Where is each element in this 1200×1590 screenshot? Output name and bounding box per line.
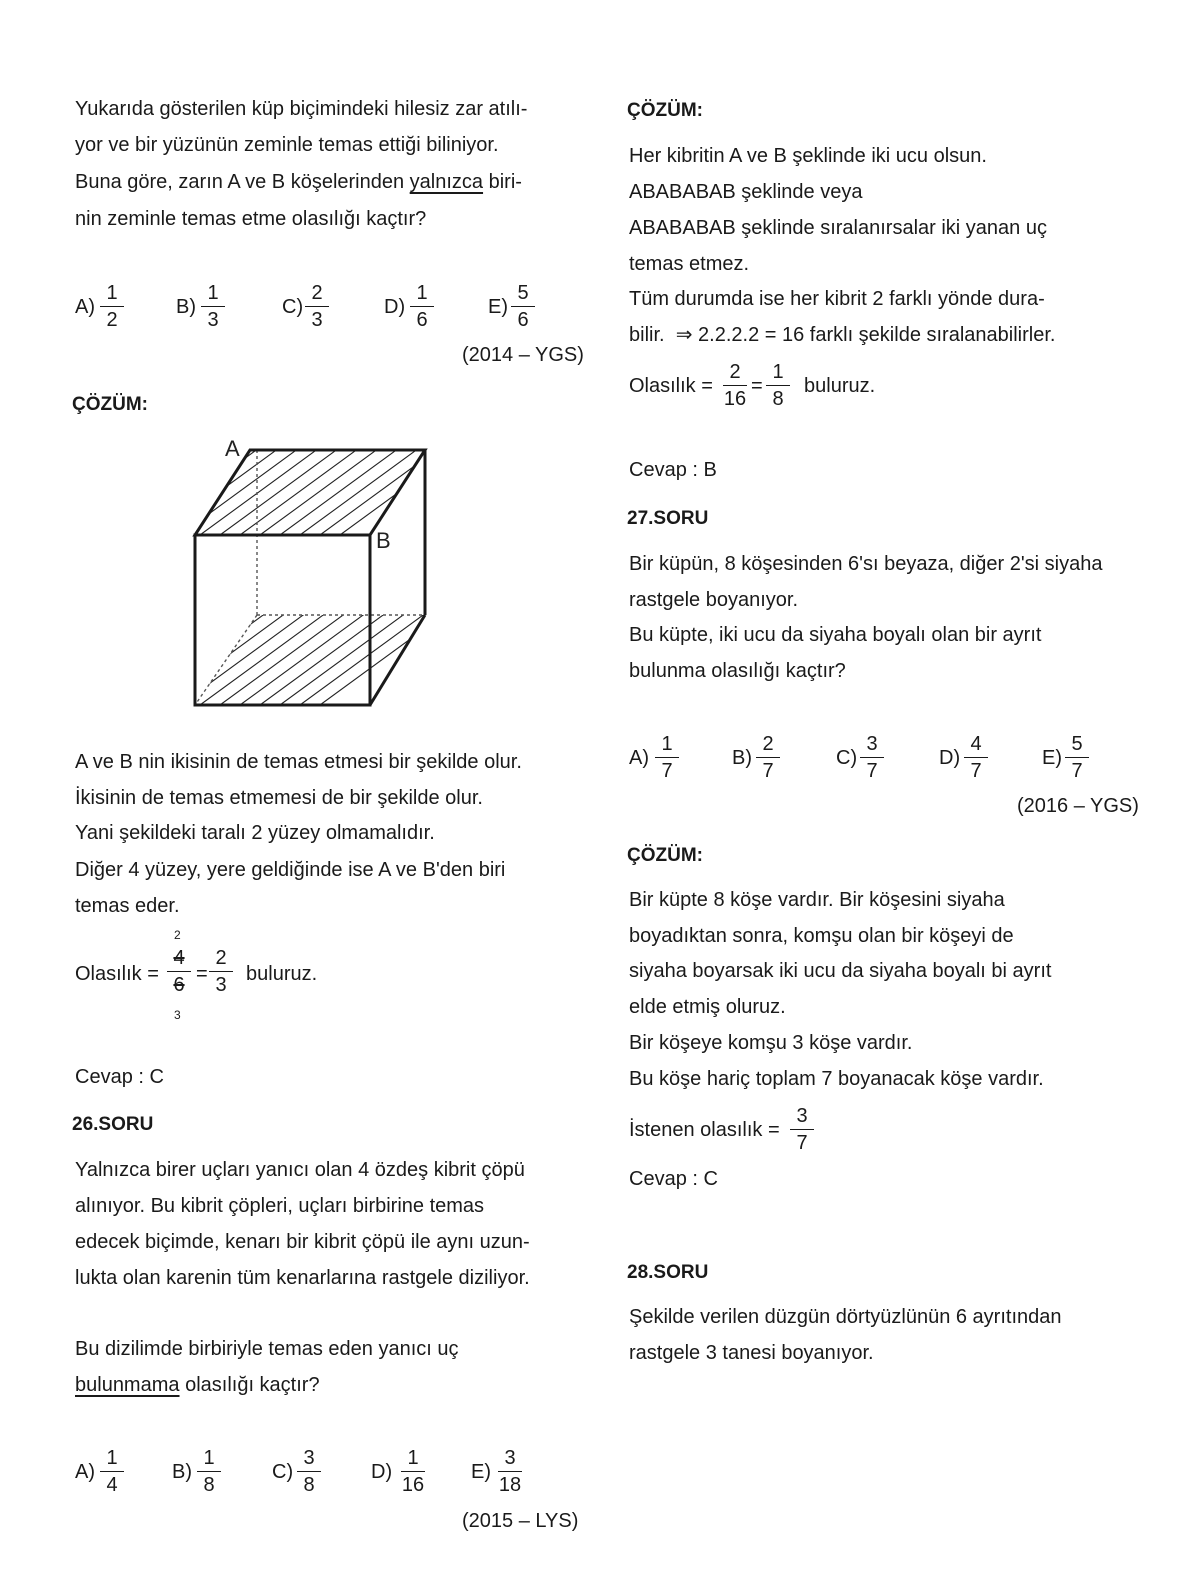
q25-solution-line-4: Diğer 4 yüzey, yere geldiğinde ise A ve B'den biri: [75, 859, 506, 881]
q26-line-4: lukta olan karenin tüm kenarlarına rastgele diziliyor.: [75, 1267, 530, 1289]
option-c-label: C): [836, 747, 858, 769]
q25-solution-line-2: İkisinin de temas etmemesi de bir şekilde olur.: [75, 787, 483, 809]
option-d-label: D): [939, 747, 961, 769]
option-b-label: B): [732, 747, 752, 769]
option-d-fraction: 4 7: [961, 733, 991, 782]
option-a-fraction: 1 4: [97, 1447, 127, 1496]
q27-solution-line-3: siyaha boyarsak iki ucu da siyaha boyalı bi ayrıt: [629, 960, 1052, 982]
q27-solution-line-4: elde etmiş oluruz.: [629, 996, 786, 1018]
option-a-fraction: 1 7: [652, 733, 682, 782]
q26-source: (2015 – LYS): [462, 1510, 579, 1532]
option-c-label: C): [272, 1461, 294, 1483]
option-e-label: E): [1042, 747, 1062, 769]
q26-solution-line-6: bilir. ⇒ 2.2.2.2 = 16 farklı şekilde sıralanabilirler.: [629, 324, 1056, 346]
q26-question-line-2: bulunmama olasılığı kaçtır?: [75, 1374, 320, 1396]
q26-solution-line-5: Tüm durumda ise her kibrit 2 farklı yönde dura-: [629, 288, 1045, 310]
q27-line-3: Bu küpte, iki ucu da siyaha boyalı olan bir ayrıt: [629, 624, 1042, 646]
option-b-fraction: 1 8: [194, 1447, 224, 1496]
option-d-fraction: 1 16: [401, 1447, 425, 1496]
q27-solution-line-1: Bir küpte 8 köşe vardır. Bir köşesini siyaha: [629, 889, 1005, 911]
prob-tail: buluruz.: [804, 375, 876, 397]
q27-solution-line-6: Bu köşe hariç toplam 7 boyanacak köşe vardır.: [629, 1068, 1044, 1090]
visible-edges: [195, 450, 425, 705]
cube-figure: [180, 430, 440, 720]
q26-title: 26.SORU: [72, 1114, 154, 1135]
q25-line-4: nin zeminle temas etme olasılığı kaçtır?: [75, 208, 427, 230]
option-a-label: A): [75, 1461, 95, 1483]
q25-solution-title: ÇÖZÜM:: [72, 394, 148, 415]
option-d-fraction: 1 6: [407, 282, 437, 331]
q27-line-2: rastgele boyanıyor.: [629, 589, 798, 611]
option-e-label: E): [471, 1461, 491, 1483]
q26-solution-line-1: Her kibritin A ve B şeklinde iki ucu olsun.: [629, 145, 987, 167]
q26-line-2: alınıyor. Bu kibrit çöpleri, uçları birbirine temas: [75, 1195, 485, 1217]
option-d-label: D): [384, 296, 406, 318]
q26-solution-line-2: ABABABAB şeklinde veya: [629, 181, 863, 203]
prob-tail: buluruz.: [246, 963, 318, 985]
option-b-fraction: 2 7: [753, 733, 783, 782]
q27-title: 27.SORU: [627, 508, 709, 529]
prob-label: İstenen olasılık =: [629, 1119, 780, 1141]
cancel-small-den: 3: [174, 1008, 181, 1022]
prob-fraction-1: 2 16: [723, 361, 747, 410]
option-b-label: B): [176, 296, 196, 318]
q26-solution-line-3: ABABABAB şeklinde sıralanırsalar iki yanan uç: [629, 217, 1047, 239]
option-e-fraction: 5 7: [1062, 733, 1092, 782]
cube-label-a: A: [225, 436, 240, 461]
option-b-fraction: 1 3: [198, 282, 228, 331]
option-a-label: A): [75, 296, 95, 318]
underlined-word: yalnızca: [409, 171, 484, 193]
q26-question-line-1: Bu dizilimde birbiriyle temas eden yanıcı uç: [75, 1338, 459, 1360]
option-d-label: D): [371, 1461, 393, 1483]
q25-solution-line-1: A ve B nin ikisinin de temas etmesi bir şekilde olur.: [75, 751, 522, 773]
option-c-fraction: 3 7: [857, 733, 887, 782]
q28-line-2: rastgele 3 tanesi boyanıyor.: [629, 1342, 874, 1364]
q27-line-1: Bir küpün, 8 köşesinden 6'sı beyaza, diğer 2'si siyaha: [629, 553, 1103, 575]
q27-source: (2016 – YGS): [1017, 795, 1139, 817]
cancelled-fraction: 4 6: [164, 947, 194, 996]
option-c-label: C): [282, 296, 304, 318]
q25-line-2: yor ve bir yüzünün zeminle temas ettiği biliniyor.: [75, 134, 499, 156]
q25-source: (2014 – YGS): [462, 344, 584, 366]
q26-solution-line-4: temas etmez.: [629, 253, 750, 275]
q25-solution-line-3: Yani şekildeki taralı 2 yüzey olmamalıdır.: [75, 822, 435, 844]
prob-label: Olasılık =: [629, 375, 713, 397]
cancel-small-num: 2: [174, 928, 181, 942]
option-b-label: B): [172, 1461, 192, 1483]
bottom-face-hatch: [180, 610, 440, 705]
option-e-fraction: 5 6: [508, 282, 538, 331]
equals-sign: =: [751, 375, 763, 397]
q27-line-4: bulunma olasılığı kaçtır?: [629, 660, 846, 682]
q27-solution-line-5: Bir köşeye komşu 3 köşe vardır.: [629, 1032, 913, 1054]
option-c-fraction: 2 3: [302, 282, 332, 331]
q26-answer: Cevap : B: [629, 459, 717, 481]
q28-line-1: Şekilde verilen düzgün dörtyüzlünün 6 ayrıtından: [629, 1306, 1062, 1328]
q26-line-3: edecek biçimde, kenarı bir kibrit çöpü ile aynı uzun-: [75, 1231, 530, 1253]
q27-solution-title: ÇÖZÜM:: [627, 845, 703, 866]
q28-title: 28.SORU: [627, 1262, 709, 1283]
option-c-fraction: 3 8: [294, 1447, 324, 1496]
q26-solution-title: ÇÖZÜM:: [627, 100, 703, 121]
prob-fraction: 3 7: [787, 1105, 817, 1154]
implies-arrow-icon: ⇒: [675, 324, 693, 346]
q25-line-1: Yukarıda gösterilen küp biçimindeki hilesiz zar atılı-: [75, 98, 528, 120]
prob-label: Olasılık =: [75, 963, 159, 985]
hidden-edges: [195, 450, 425, 705]
option-e-label: E): [488, 296, 508, 318]
option-a-label: A): [629, 747, 649, 769]
option-e-fraction: 3 18: [498, 1447, 522, 1496]
q26-line-1: Yalnızca birer uçları yanıcı olan 4 özdeş kibrit çöpü: [75, 1159, 525, 1181]
result-fraction: 2 3: [206, 947, 236, 996]
option-a-fraction: 1 2: [97, 282, 127, 331]
q25-line-3: Buna göre, zarın A ve B köşelerinden yalnızca biri-: [75, 171, 522, 193]
q25-answer: Cevap : C: [75, 1066, 164, 1088]
cube-label-b: B: [376, 528, 391, 553]
prob-fraction-2: 1 8: [763, 361, 793, 410]
q27-answer: Cevap : C: [629, 1168, 718, 1190]
underlined-word: bulunmama: [75, 1374, 180, 1396]
q25-solution-line-5: temas eder.: [75, 895, 180, 917]
q27-solution-line-2: boyadıktan sonra, komşu olan bir köşeyi de: [629, 925, 1014, 947]
equals-sign: =: [196, 963, 208, 985]
